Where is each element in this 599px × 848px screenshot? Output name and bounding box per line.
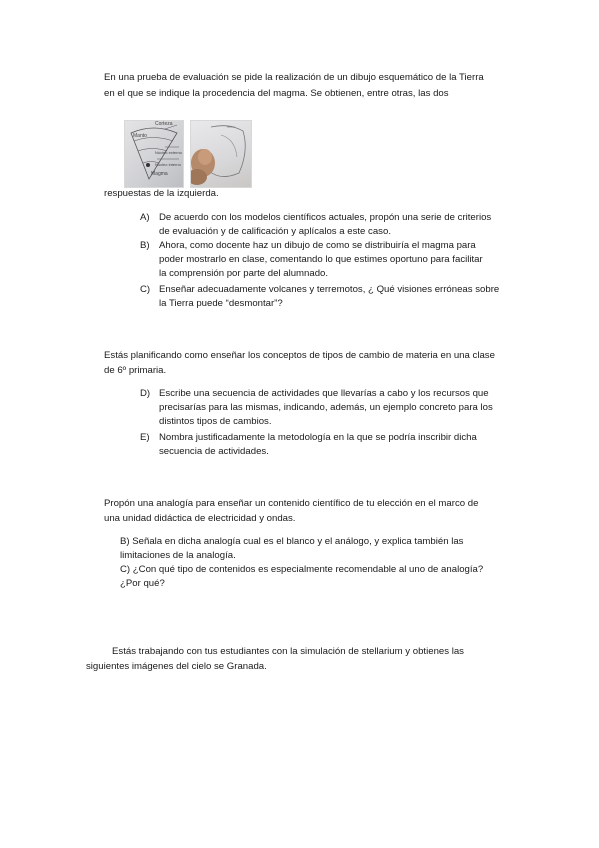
section3-item-line-3: C) ¿Con qué tipo de contenidos es especialmente recomendable al uno de analogía? <box>120 564 484 575</box>
item-e-line-1: Nombra justificadamente la metodología en la que se podría inscribir dicha <box>159 432 477 443</box>
section2-intro-line-2: de 6º primaria. <box>104 365 167 376</box>
section3-item-line-4: ¿Por qué? <box>120 578 165 589</box>
item-a-line-2: de evaluación y de calificación y aplícalos a este caso. <box>159 226 391 237</box>
hand-photo-sketch <box>191 121 251 187</box>
drawing-label-magma: Magma <box>151 171 168 177</box>
item-d-line-2: precisarías para las mismas, indicando, además, un ejemplo concreto para los <box>159 402 493 413</box>
item-e-marker: E) <box>140 432 150 443</box>
section3-intro-line-1: Propón una analogía para enseñar un contenido científico de tu elección en el marco de <box>104 498 479 509</box>
item-b-line-3: la comprensión por parte del alumnado. <box>159 268 329 279</box>
item-a-line-1: De acuerdo con los modelos científicos actuales, propón una serie de criterios <box>159 212 492 223</box>
item-b-line-1: Ahora, como docente haz un dibujo de como se distribuiría el magma para <box>159 240 476 251</box>
section4-line-2: siguientes imágenes del cielo se Granada. <box>86 661 267 672</box>
section1-after-images: respuestas de la izquierda. <box>104 188 219 199</box>
item-c-line-2: la Tierra puede “desmontar”? <box>159 298 283 309</box>
item-b-line-2: poder mostrarlo en clase, comentando lo que estimes oportuno para facilitar <box>159 254 483 265</box>
item-e-line-2: secuencia de actividades. <box>159 446 269 457</box>
student-drawing-earth-cone <box>124 120 184 188</box>
section3-item-line-1: B) Señala en dicha analogía cual es el blanco y el análogo, y explica también las <box>120 536 464 547</box>
item-c-marker: C) <box>140 284 151 295</box>
drawing-label-corteza: Corteza <box>155 121 173 127</box>
section1-intro-line-1: En una prueba de evaluación se pide la realización de un dibujo esquemático de la Tierra <box>104 72 484 83</box>
drawing-label-nucleo-externo: Núcleo externo <box>155 150 182 155</box>
section3-intro-line-2: una unidad didáctica de electricidad y ondas. <box>104 513 296 524</box>
drawing-label-nucleo-interno: Núcleo interno <box>155 162 181 167</box>
item-d-line-3: distintos tipos de cambios. <box>159 416 272 427</box>
item-a-marker: A) <box>140 212 150 223</box>
section2-intro-line-1: Estás planificando como enseñar los conceptos de tipos de cambio de materia en una clase <box>104 350 495 361</box>
section4-line-1: Estás trabajando con tus estudiantes con la simulación de stellarium y obtienes las <box>112 646 464 657</box>
item-b-marker: B) <box>140 240 150 251</box>
student-drawing-photo-hand <box>190 120 252 188</box>
section3-item-line-2: limitaciones de la analogía. <box>120 550 236 561</box>
item-d-line-1: Escribe una secuencia de actividades que llevarías a cabo y los recursos que <box>159 388 489 399</box>
drawing-label-manto: Manto <box>133 133 147 139</box>
item-d-marker: D) <box>140 388 151 399</box>
section1-intro-line-2: en el que se indique la procedencia del magma. Se obtienen, entre otras, las dos <box>104 88 449 99</box>
item-c-line-1: Enseñar adecuadamente volcanes y terremotos, ¿ Qué visiones erróneas sobre <box>159 284 500 295</box>
